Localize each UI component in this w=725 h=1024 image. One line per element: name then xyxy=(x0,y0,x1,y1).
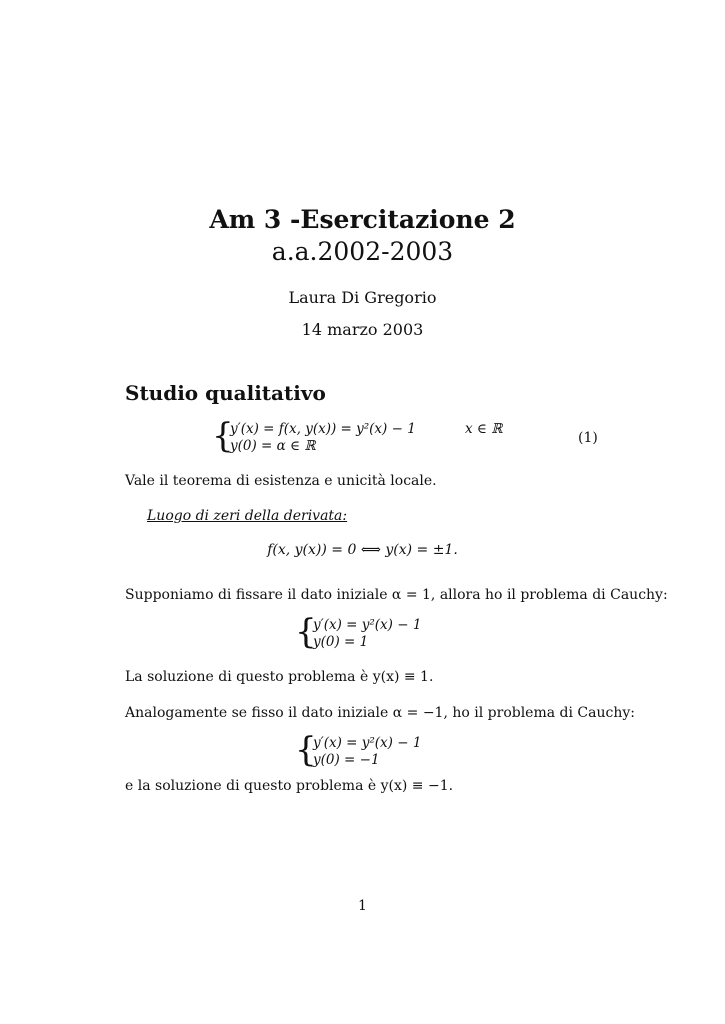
cauchy-system-2 xyxy=(295,612,455,653)
system1-equation: y′(x) = f(x, y(x)) = y²(x) − 1 xyxy=(230,421,416,437)
system2-initial-condition: y(0) = 1 xyxy=(313,634,369,650)
academic-year: a.a.2002-2003 xyxy=(271,237,454,266)
document-date: 14 marzo 2003 xyxy=(301,320,424,339)
system2-equation: y′(x) = y²(x) − 1 xyxy=(313,617,422,633)
page-number: 1 xyxy=(358,898,367,914)
cauchy-system-1 xyxy=(212,416,512,457)
system3-initial-condition: y(0) = −1 xyxy=(313,752,380,768)
equation-number: (1) xyxy=(578,430,598,446)
left-brace: { xyxy=(295,730,317,770)
zero-equation: f(x, y(x)) = 0 ⟺ y(x) = ±1. xyxy=(267,542,458,558)
paragraph-alpha-minus-1: Analogamente se fisso il dato iniziale α = −1, ho il problema di Cauchy: xyxy=(125,705,635,721)
paragraph-alpha-1: Supponiamo di fissare il dato iniziale α = 1, allora ho il problema di Cauchy: xyxy=(125,587,668,603)
system3-equation: y′(x) = y²(x) − 1 xyxy=(313,735,422,751)
paragraph-solution-minus-1: e la soluzione di questo problema è y(x) ≡ −1. xyxy=(125,778,454,794)
paragraph-solution-1: La soluzione di questo problema è y(x) ≡ 1. xyxy=(125,669,434,685)
cauchy-system-3 xyxy=(295,730,455,771)
document-title: Am 3 -Esercitazione 2 xyxy=(209,205,516,234)
system1-domain: x ∈ ℝ xyxy=(465,421,503,437)
author-name: Laura Di Gregorio xyxy=(288,288,437,307)
system1-initial-condition: y(0) = α ∈ ℝ xyxy=(230,438,316,454)
paragraph-existence: Vale il teorema di esistenza e unicità locale. xyxy=(125,473,437,489)
left-brace: { xyxy=(295,612,317,652)
section-heading: Studio qualitativo xyxy=(125,381,326,405)
left-brace: { xyxy=(212,416,234,456)
derivative-zeros-heading: Luogo di zeri della derivata: xyxy=(147,508,348,524)
